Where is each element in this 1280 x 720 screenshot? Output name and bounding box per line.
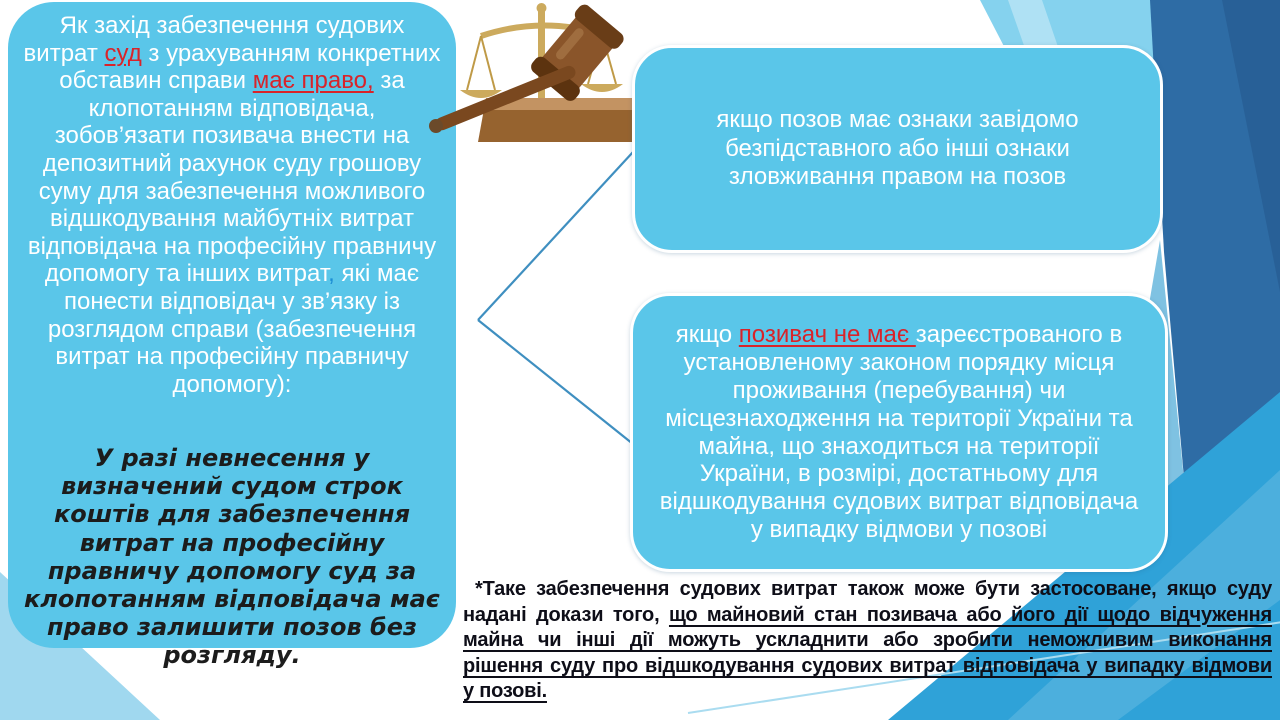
condition-box-2-text: якщо позивач не має зареєстрованого в установленому законом порядку місця проживання (перебування) чи місцезнаходження на території України та майна, що знаходиться на території України, в розмірі, достатньому для відшкодування судових витрат відповідача у випадку відмови у позові: [659, 321, 1139, 543]
left-panel: [8, 2, 456, 669]
condition-box-1: [632, 45, 1163, 253]
condition-box-2: [630, 293, 1168, 572]
left-panel-main-text: Як захід забезпечення судових витрат суд з урахуванням конкретних обставин справи має право, за клопотанням відповідача, зобов’язати позивача внести на депозитний рахунок суду грошову суму для забезпечення можливого відшкодування майбутніх витрат відповідача на професійну правничу допомогу та інших витрат, які має понести відповідач у зв’язку із розглядом справи (забезпечення витрат на професійну правничу допомогу):: [23, 12, 441, 398]
connector-line-top: [478, 152, 633, 320]
left-panel-note-text: У разі невнесення у визначений судом строк коштів для забезпечення витрат на професійну правничу допомогу суд за клопотанням відповідача має право залишити позов без розгляду.: [23, 444, 440, 669]
condition-box-1-text: якщо позов має ознаки завідомо безпідставного або інші ознаки зловживання правом на позов: [716, 105, 1079, 191]
connector-line-bottom: [478, 320, 633, 444]
footnote-text: *Таке забезпечення судових витрат також може бути застосоване, якщо суду надані докази того, що майновий стан позивача або його дії щодо відчуження майна чи інші дії можуть ускладнити або зробити неможливим виконання рішення суду про відшкодування судових витрат відповідача у випадку відмови у позові.: [463, 578, 1272, 703]
